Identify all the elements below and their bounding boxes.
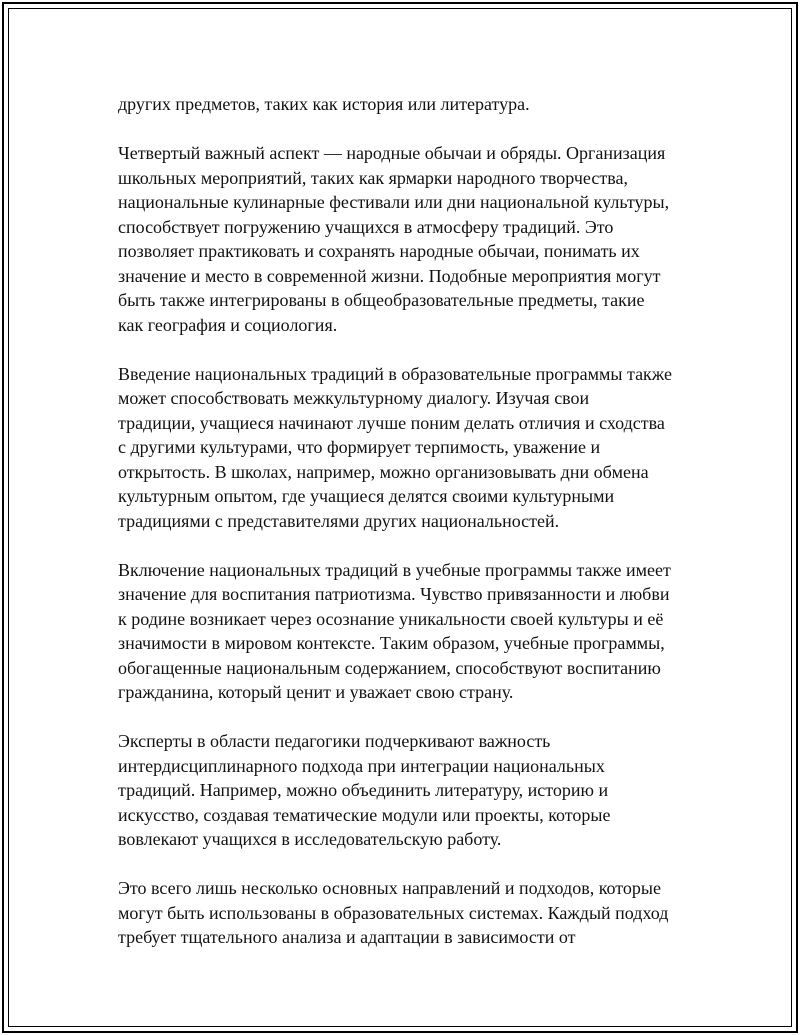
text-line: к родине возникает через осознание уникальности своей культуры и её: [118, 608, 664, 629]
text-line: традиции, учащиеся начинают лучше поним делать отличия и сходства: [118, 412, 665, 433]
paragraph-1: [118, 92, 703, 117]
paragraph-4: [118, 558, 703, 705]
text-line: требует тщательного анализа и адаптации в зависимости от: [118, 927, 576, 947]
text-line: значение для воспитания патриотизма. Чувство привязанности и любви: [118, 584, 670, 604]
paragraph-5: [118, 729, 703, 852]
text-line: вовлекают учащихся в исследовательскую работу.: [118, 829, 502, 849]
document-body: [118, 92, 703, 950]
text-line: значимости в мировом контексте. Таким образом, учебные программы,: [118, 633, 665, 653]
text-line: интердисциплинарного подхода при интеграции национальных: [118, 755, 605, 776]
text-line: Это всего лишь несколько основных направлений и подходов, которые: [118, 878, 661, 898]
text-line: Введение национальных традиций в образовательные программы также: [118, 363, 672, 384]
text-line: могут быть использованы в образовательных системах. Каждый подход: [118, 902, 669, 923]
paragraph-2: [118, 141, 703, 337]
text-line: искусство, создавая тематические модули или проекты, которые: [118, 804, 611, 825]
text-line: традиций. Например, можно объединить литературу, историю и: [118, 780, 609, 800]
paragraph-6: [118, 876, 703, 950]
text-line: культурным опытом, где учащиеся делятся своими культурными: [118, 486, 615, 506]
text-line: Четвертый важный аспект — народные обычаи и обряды. Организация: [118, 143, 666, 163]
text-line: национальные кулинарные фестивали или дни национальной культуры,: [118, 192, 670, 212]
text-line: Включение национальных традиций в учебные программы также имеет: [118, 559, 671, 580]
text-line: значение и место в современной жизни. Подобные мероприятия могут: [118, 265, 661, 286]
paragraph-3: [118, 362, 703, 534]
text-line: открытость. В школах, например, можно организовывать дни обмена: [118, 461, 649, 482]
text-line: как география и социология.: [118, 314, 338, 335]
text-line: традициями с представителями других национальностей.: [118, 510, 560, 531]
text-line: гражданина, который ценит и уважает свою страну.: [118, 682, 514, 702]
text-line: с другими культурами, что формирует терпимость, уважение и: [118, 437, 601, 457]
text-line: позволяет практиковать и сохранять народные обычаи, понимать их: [118, 241, 640, 261]
text-line: других предметов, таких как история или литература.: [118, 94, 530, 114]
text-line: Эксперты в области педагогики подчеркивают важность: [118, 731, 551, 751]
text-line: обогащенные национальным содержанием, способствуют воспитанию: [118, 657, 661, 678]
text-line: быть также интегрированы в общеобразовательные предметы, такие: [118, 290, 645, 310]
text-line: школьных мероприятий, таких как ярмарки народного творчества,: [118, 167, 628, 188]
text-line: может способствовать межкультурному диалогу. Изучая свои: [118, 388, 590, 408]
text-line: способствует погружению учащихся в атмосферу традиций. Это: [118, 216, 614, 237]
